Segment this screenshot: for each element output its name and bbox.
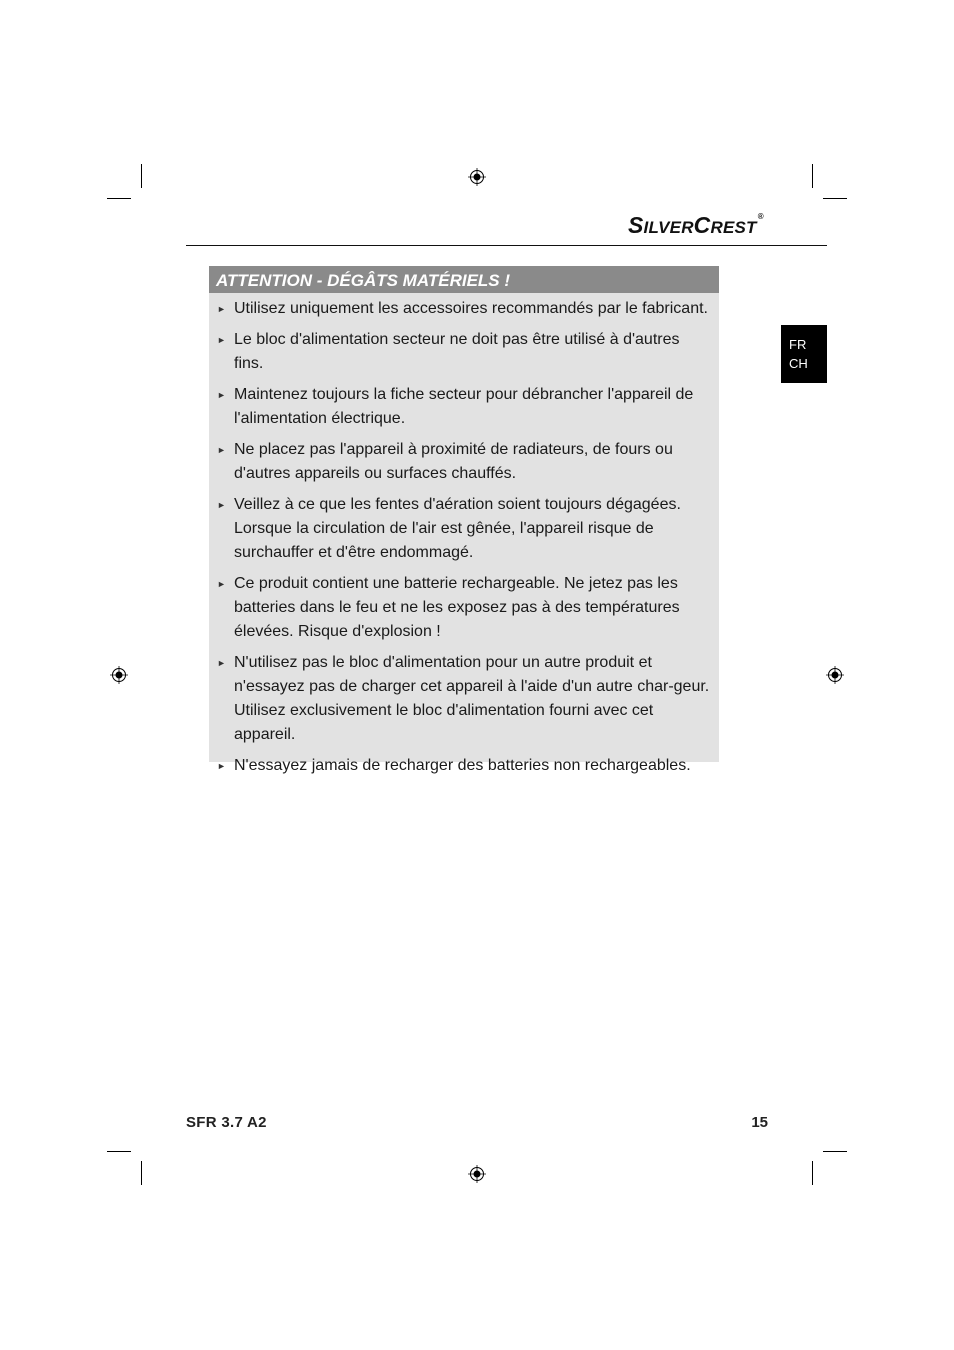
language-tab	[781, 325, 827, 383]
brand-word-rest: REST	[710, 218, 757, 237]
crop-mark	[107, 198, 131, 199]
crop-mark	[812, 1161, 813, 1185]
registration-mark-icon	[468, 1165, 486, 1183]
list-item-text: Ne placez pas l'appareil à proximité de radiateurs, de fours ou d'autres appareils ou surfaces chauffés.	[234, 441, 673, 482]
list-item-text: Le bloc d'alimentation secteur ne doit pas être utilisé à d'autres fins.	[234, 331, 680, 372]
list-item-text: N'utilisez pas le bloc d'alimentation pour un autre produit et n'essayez pas de charger cet appareil à l'aide d'un autre char-geur. Utilisez exclusivement le bloc d'alimentation fourni avec cet appareil.	[234, 654, 710, 743]
list-item	[209, 754, 719, 778]
footer-model-number: SFR 3.7 A2	[186, 1114, 267, 1131]
list-item	[209, 493, 719, 565]
list-item	[209, 438, 719, 486]
crop-mark	[141, 1161, 142, 1185]
warning-list	[209, 293, 719, 778]
bullet-arrow-icon: ►	[217, 761, 226, 771]
warning-title: ATTENTION - DÉGÂTS MATÉRIELS !	[209, 266, 719, 293]
bullet-arrow-icon: ►	[217, 500, 226, 510]
crop-mark	[107, 1151, 131, 1152]
list-item-text: Maintenez toujours la fiche secteur pour débrancher l'appareil de l'alimentation électrique.	[234, 386, 694, 427]
list-item	[209, 651, 719, 747]
crop-mark	[823, 198, 847, 199]
list-item-text: Veillez à ce que les fentes d'aération soient toujours dégagées. Lorsque la circulation de l'air est gênée, l'appareil risque de surchauffer et d'être endommagé.	[234, 496, 681, 561]
list-item-text: N'essayez jamais de recharger des batteries non rechargeables.	[234, 757, 691, 774]
list-item	[209, 383, 719, 431]
list-item	[209, 328, 719, 376]
bullet-arrow-icon: ►	[217, 658, 226, 668]
list-item-text: Ce produit contient une batterie rechargeable. Ne jetez pas les batteries dans le feu et ne les exposez pas à des températures élevées. Risque d'explosion !	[234, 575, 680, 640]
language-code: FR	[789, 337, 807, 352]
bullet-arrow-icon: ►	[217, 304, 226, 314]
brand-initial: S	[628, 212, 644, 238]
brand-word-rest: ILVER	[643, 218, 694, 237]
registration-mark-icon	[826, 666, 844, 684]
bullet-arrow-icon: ►	[217, 579, 226, 589]
registered-mark: ®	[757, 212, 764, 221]
crop-mark	[141, 164, 142, 188]
registration-mark-icon	[110, 666, 128, 684]
warning-box	[209, 266, 719, 774]
crop-mark	[823, 1151, 847, 1152]
brand-initial: C	[693, 212, 711, 238]
bullet-arrow-icon: ►	[217, 390, 226, 400]
bullet-arrow-icon: ►	[217, 335, 226, 345]
crop-mark	[812, 164, 813, 188]
list-item	[209, 297, 719, 321]
list-item	[209, 572, 719, 644]
page-number: 15	[751, 1114, 768, 1131]
brand-logo	[628, 212, 764, 239]
list-item-text: Utilisez uniquement les accessoires recommandés par le fabricant.	[234, 300, 708, 317]
registration-mark-icon	[468, 168, 486, 186]
language-code: CH	[789, 356, 808, 371]
header-divider	[186, 245, 827, 246]
bullet-arrow-icon: ►	[217, 445, 226, 455]
